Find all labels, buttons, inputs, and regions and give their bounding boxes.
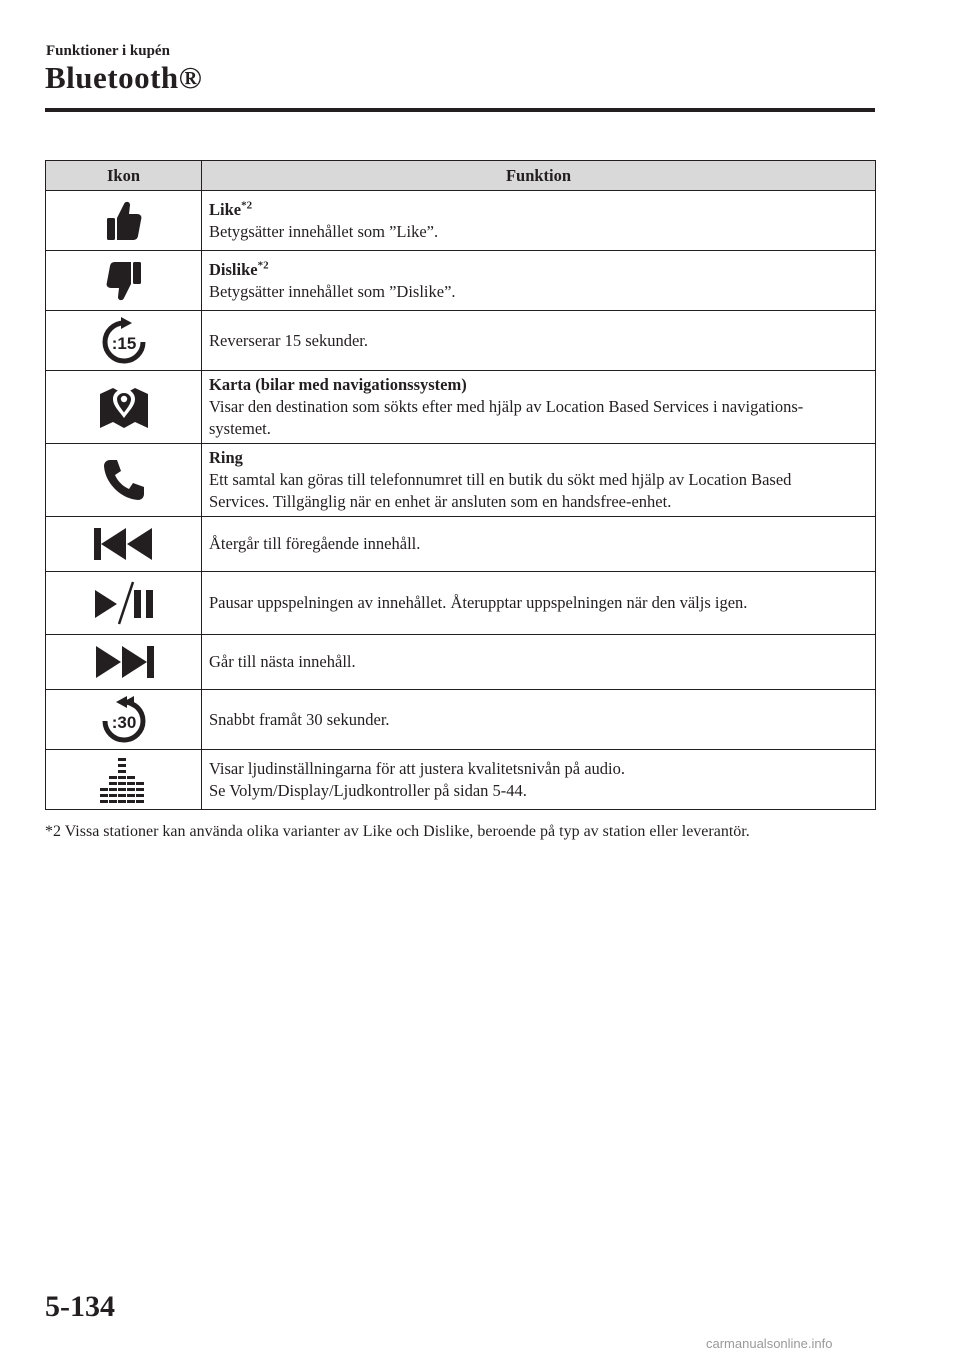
table-row — [46, 251, 876, 311]
svg-text::15: :15 — [111, 333, 136, 353]
watermark: carmanualsonline.info — [706, 1336, 833, 1351]
function-description: Pausar uppspelningen av innehållet. Återupptar uppspelningen när den väljs igen. — [209, 593, 748, 612]
phone-icon — [101, 457, 147, 503]
replay-15-icon — [100, 317, 148, 365]
function-description: Snabbt framåt 30 sekunder. — [209, 709, 390, 729]
function-description: Visar den destination som sökts efter med hjälp av Location Based Services i navigations- — [209, 397, 804, 416]
table-row — [46, 690, 876, 750]
function-title: Dislike$^{*2}$ — [209, 259, 269, 279]
table-row — [46, 444, 876, 517]
next-track-icon — [92, 644, 156, 680]
title-divider — [45, 108, 875, 112]
table-row — [46, 191, 876, 251]
icon-function-table — [45, 160, 876, 810]
cross-reference-link[interactable]: Se Volym/Display/Ljudkontroller på sidan 5-44. — [209, 780, 527, 800]
function-description: Återgår till föregående innehåll. — [209, 534, 421, 553]
function-description: Visar ljudinställningarna för att justera kvalitetsnivån på audio. — [209, 758, 625, 778]
function-description: Services. Tillgänglig när en enhet är ansluten som en handsfree-enhet. — [209, 492, 672, 511]
function-title: Like$^{*2}$ — [209, 199, 253, 219]
function-title: Karta (bilar med navigationssystem) — [209, 375, 467, 394]
page-number: 5-134 — [45, 1290, 115, 1323]
function-description: Reverserar 15 sekunder. — [209, 330, 368, 350]
thumbs-down-icon — [104, 259, 144, 303]
column-header-icon: Ikon — [46, 161, 202, 191]
function-description: Ett samtal kan göras till telefonnumret till en butik du sökt med hjälp av Location Based — [209, 470, 792, 489]
table-header-row — [46, 161, 876, 191]
table-row — [46, 572, 876, 635]
column-header-function: Funktion — [202, 161, 876, 191]
table-row — [46, 371, 876, 444]
function-description: systemet. — [209, 419, 271, 438]
table-row — [46, 750, 876, 810]
section-label: Funktioner i kupén — [46, 43, 170, 59]
previous-track-icon — [92, 526, 156, 562]
table-row — [46, 311, 876, 371]
table-row — [46, 635, 876, 690]
svg-text::30: :30 — [111, 712, 136, 732]
equalizer-icon — [96, 756, 152, 804]
map-icon — [98, 384, 150, 430]
function-title: Ring — [209, 448, 243, 467]
function-description: Betygsätter innehållet som ”Dislike”. — [209, 281, 456, 301]
footnote: *2 Vissa stationer kan använda olika varianter av Like och Dislike, beroende på typ av station eller leverantör. — [45, 823, 750, 840]
play-pause-icon — [91, 580, 157, 626]
page-title: Bluetooth® — [45, 60, 203, 95]
thumbs-up-icon — [104, 199, 144, 243]
function-description: Går till nästa innehåll. — [209, 652, 356, 671]
forward-30-icon — [100, 696, 148, 744]
table-row — [46, 517, 876, 572]
function-description: Betygsätter innehållet som ”Like”. — [209, 221, 439, 241]
